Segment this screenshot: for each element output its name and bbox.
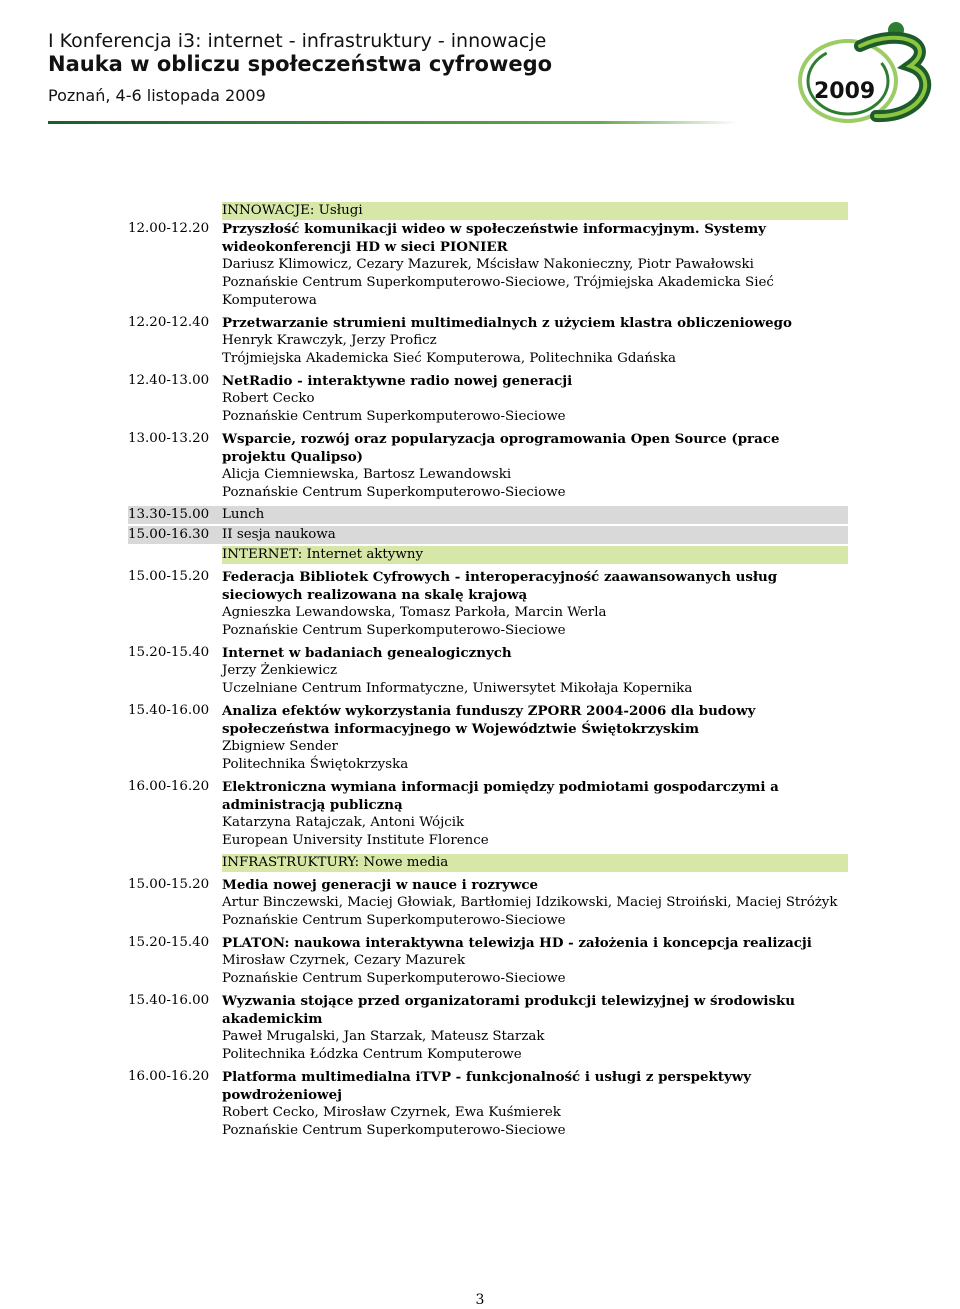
time-slot: 15.20-15.40	[128, 645, 210, 660]
talk-authors: Henryk Krawczyk, Jerzy Proficz	[222, 333, 437, 348]
agenda-item	[128, 934, 848, 988]
talk-title: Analiza efektów wykorzystania funduszy ZPORR 2004-2006 dla budowy społeczeństwa informacyjnego w Województwie Świętokrzyskim	[222, 703, 756, 737]
talk-authors: Jerzy Żenkiewicz	[222, 663, 338, 678]
talk-affiliation: European University Institute Florence	[222, 833, 489, 848]
talk-affiliation: Poznańskie Centrum Superkomputerowo-Sieciowe	[222, 623, 566, 638]
track-title: INFRASTRUKTURY: Nowe media	[222, 855, 449, 870]
talk-title: Przyszłość komunikacji wideo w społeczeństwie informacyjnym. Systemy wideokonferencji HD w sieci PIONIER	[222, 221, 766, 255]
time-slot: 15.40-16.00	[128, 993, 210, 1008]
i3-logo	[790, 18, 940, 128]
agenda-item	[128, 372, 848, 426]
talk-affiliation: Poznańskie Centrum Superkomputerowo-Sieciowe	[222, 1123, 566, 1138]
talk-affiliation: Politechnika Łódzka Centrum Komputerowe	[222, 1047, 522, 1062]
talk-affiliation: Poznańskie Centrum Superkomputerowo-Sieciowe	[222, 409, 566, 424]
time-slot: 15.00-16.30	[128, 527, 210, 542]
session-heading	[128, 526, 848, 544]
time-slot: 13.30-15.00	[128, 507, 210, 522]
track-heading	[128, 546, 848, 564]
talk-title: Media nowej generacji w nauce i rozrywce	[222, 877, 539, 893]
agenda-item	[128, 702, 848, 774]
agenda-item	[128, 1068, 848, 1140]
lunch-label: Lunch	[222, 507, 265, 522]
track-title: INNOWACJE: Usługi	[222, 203, 363, 218]
time-slot: 12.40-13.00	[128, 373, 210, 388]
talk-authors: Zbigniew Sender	[222, 739, 338, 754]
talk-title: Przetwarzanie strumieni multimedialnych z użyciem klastra obliczeniowego	[222, 315, 792, 331]
agenda	[128, 202, 848, 1140]
talk-authors: Robert Cecko, Mirosław Czyrnek, Ewa Kuśmierek	[222, 1105, 561, 1120]
talk-authors: Alicja Ciemniewska, Bartosz Lewandowski	[222, 467, 512, 482]
agenda-item	[128, 220, 848, 310]
lunch-break	[128, 506, 848, 524]
time-slot: 15.00-15.20	[128, 877, 210, 892]
conference-date-place: Poznań, 4-6 listopada 2009	[48, 86, 266, 105]
conference-name: I Konferencja i3: internet - infrastruktury - innowacje	[48, 30, 547, 52]
talk-affiliation: Politechnika Świętokrzyska	[222, 757, 409, 772]
agenda-item	[128, 992, 848, 1064]
talk-title: Internet w badaniach genealogicznych	[222, 645, 512, 661]
time-slot: 16.00-16.20	[128, 1069, 210, 1084]
track-heading	[128, 854, 848, 872]
talk-authors: Dariusz Klimowicz, Cezary Mazurek, Mścisław Nakonieczny, Piotr Pawałowski	[222, 257, 754, 272]
talk-affiliation: Poznańskie Centrum Superkomputerowo-Sieciowe	[222, 485, 566, 500]
track-title: INTERNET: Internet aktywny	[222, 547, 424, 562]
talk-authors: Katarzyna Ratajczak, Antoni Wójcik	[222, 815, 465, 830]
talk-authors: Mirosław Czyrnek, Cezary Mazurek	[222, 953, 466, 968]
talk-authors: Artur Binczewski, Maciej Głowiak, Bartłomiej Idzikowski, Maciej Stroiński, Maciej Stróżyk	[222, 895, 838, 910]
talk-title: Wyzwania stojące przed organizatorami produkcji telewizyjnej w środowisku akademickim	[222, 993, 796, 1027]
agenda-item	[128, 568, 848, 640]
talk-title: PLATON: naukowa interaktywna telewizja HD - założenia i koncepcja realizacji	[222, 935, 812, 951]
page-header	[0, 0, 960, 132]
track-heading	[128, 202, 848, 220]
time-slot: 15.00-15.20	[128, 569, 210, 584]
conference-subtitle: Nauka w obliczu społeczeństwa cyfrowego	[48, 52, 553, 76]
talk-affiliation: Poznańskie Centrum Superkomputerowo-Sieciowe, Trójmiejska Akademicka Sieć Komputerowa	[222, 275, 774, 308]
talk-title: Federacja Bibliotek Cyfrowych - interoperacyjność zaawansowanych usług sieciowych realizowana na skalę krajową	[222, 569, 778, 603]
talk-authors: Paweł Mrugalski, Jan Starzak, Mateusz Starzak	[222, 1029, 545, 1044]
page-number: 3	[475, 1292, 485, 1308]
talk-title: NetRadio - interaktywne radio nowej generacji	[222, 373, 573, 389]
talk-title: Wsparcie, rozwój oraz popularyzacja oprogramowania Open Source (prace projektu Qualipso)	[222, 431, 780, 465]
time-slot: 15.20-15.40	[128, 935, 210, 950]
time-slot: 15.40-16.00	[128, 703, 210, 718]
session-label: II sesja naukowa	[222, 527, 336, 542]
agenda-item	[128, 314, 848, 368]
header-divider	[48, 121, 738, 124]
talk-authors: Agnieszka Lewandowska, Tomasz Parkoła, Marcin Werla	[222, 605, 607, 620]
talk-affiliation: Poznańskie Centrum Superkomputerowo-Sieciowe	[222, 913, 566, 928]
agenda-item	[128, 778, 848, 850]
agenda-item	[128, 876, 848, 930]
talk-authors: Robert Cecko	[222, 391, 315, 406]
time-slot: 12.00-12.20	[128, 221, 210, 236]
agenda-item	[128, 644, 848, 698]
time-slot: 12.20-12.40	[128, 315, 210, 330]
talk-affiliation: Uczelniane Centrum Informatyczne, Uniwersytet Mikołaja Kopernika	[222, 681, 693, 696]
talk-affiliation: Poznańskie Centrum Superkomputerowo-Sieciowe	[222, 971, 566, 986]
talk-title: Elektroniczna wymiana informacji pomiędzy podmiotami gospodarczymi a administracją publiczną	[222, 779, 779, 813]
talk-title: Platforma multimedialna iTVP - funkcjonalność i usługi z perspektywy powdrożeniowej	[222, 1069, 752, 1103]
talk-affiliation: Trójmiejska Akademicka Sieć Komputerowa, Politechnika Gdańska	[222, 351, 677, 366]
agenda-item	[128, 430, 848, 502]
time-slot: 13.00-13.20	[128, 431, 210, 446]
logo-year: 2009	[814, 79, 876, 104]
time-slot: 16.00-16.20	[128, 779, 210, 794]
